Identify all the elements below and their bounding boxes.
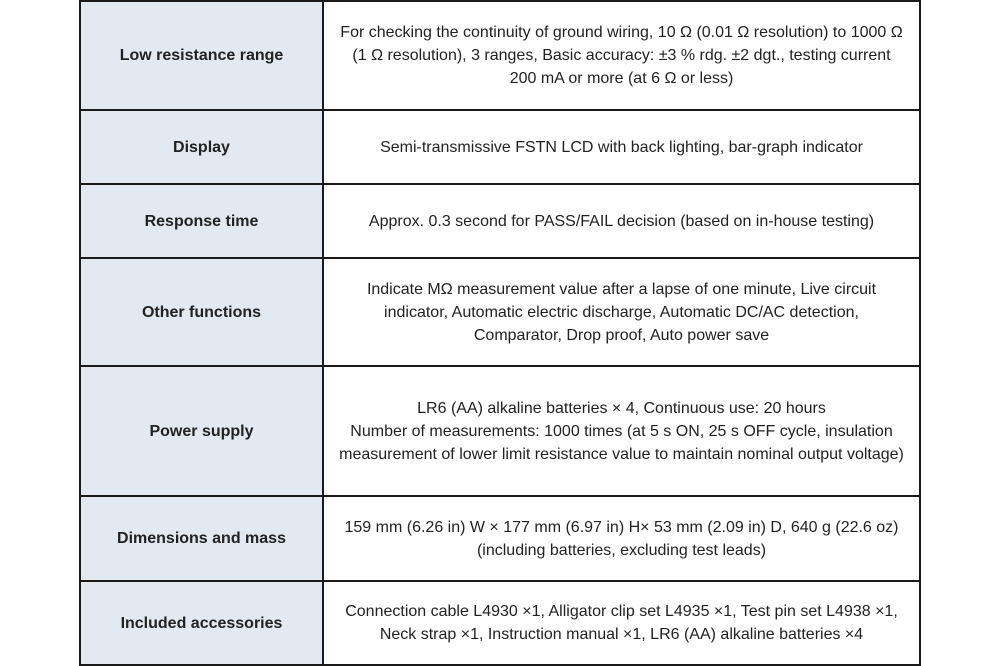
value-line: LR6 (AA) alkaline batteries × 4, Continuous use: 20 hours	[417, 399, 826, 417]
table-row	[80, 110, 920, 184]
row-value: Approx. 0.3 second for PASS/FAIL decision (based on in-house testing)	[323, 184, 920, 258]
table-row	[80, 258, 920, 366]
row-label: Included accessories	[80, 581, 323, 665]
table-row	[80, 1, 920, 110]
row-value: Connection cable L4930 ×1, Alligator clip set L4935 ×1, Test pin set L4938 ×1, Neck strap ×1, Instruction manual ×1, LR6 (AA) alkaline batteries ×4	[323, 581, 920, 665]
row-label: Other functions	[80, 258, 323, 366]
row-label: Dimensions and mass	[80, 496, 323, 581]
row-value: Semi-transmissive FSTN LCD with back lighting, bar-graph indicator	[323, 110, 920, 184]
row-label: Low resistance range	[80, 1, 323, 110]
specifications-table	[79, 0, 921, 666]
row-label: Power supply	[80, 366, 323, 496]
row-label: Response time	[80, 184, 323, 258]
table-row	[80, 184, 920, 258]
table-row	[80, 366, 920, 496]
table-row	[80, 496, 920, 581]
value-line: Number of measurements: 1000 times (at 5 s ON, 25 s OFF cycle, insulation measurement of lower limit resistance value to maintain nominal output voltage)	[339, 422, 904, 463]
row-label: Display	[80, 110, 323, 184]
row-value: For checking the continuity of ground wiring, 10 Ω (0.01 Ω resolution) to 1000 Ω (1 Ω resolution), 3 ranges, Basic accuracy: ±3 % rdg. ±2 dgt., testing current 200 mA or more (at 6 Ω or less)	[323, 1, 920, 110]
row-value: Indicate MΩ measurement value after a lapse of one minute, Live circuit indicator, Automatic electric discharge, Automatic DC/AC detection, Comparator, Drop proof, Auto power save	[323, 258, 920, 366]
row-value: 159 mm (6.26 in) W × 177 mm (6.97 in) H× 53 mm (2.09 in) D, 640 g (22.6 oz) (including batteries, excluding test leads)	[323, 496, 920, 581]
row-value	[323, 366, 920, 496]
table-row	[80, 581, 920, 665]
